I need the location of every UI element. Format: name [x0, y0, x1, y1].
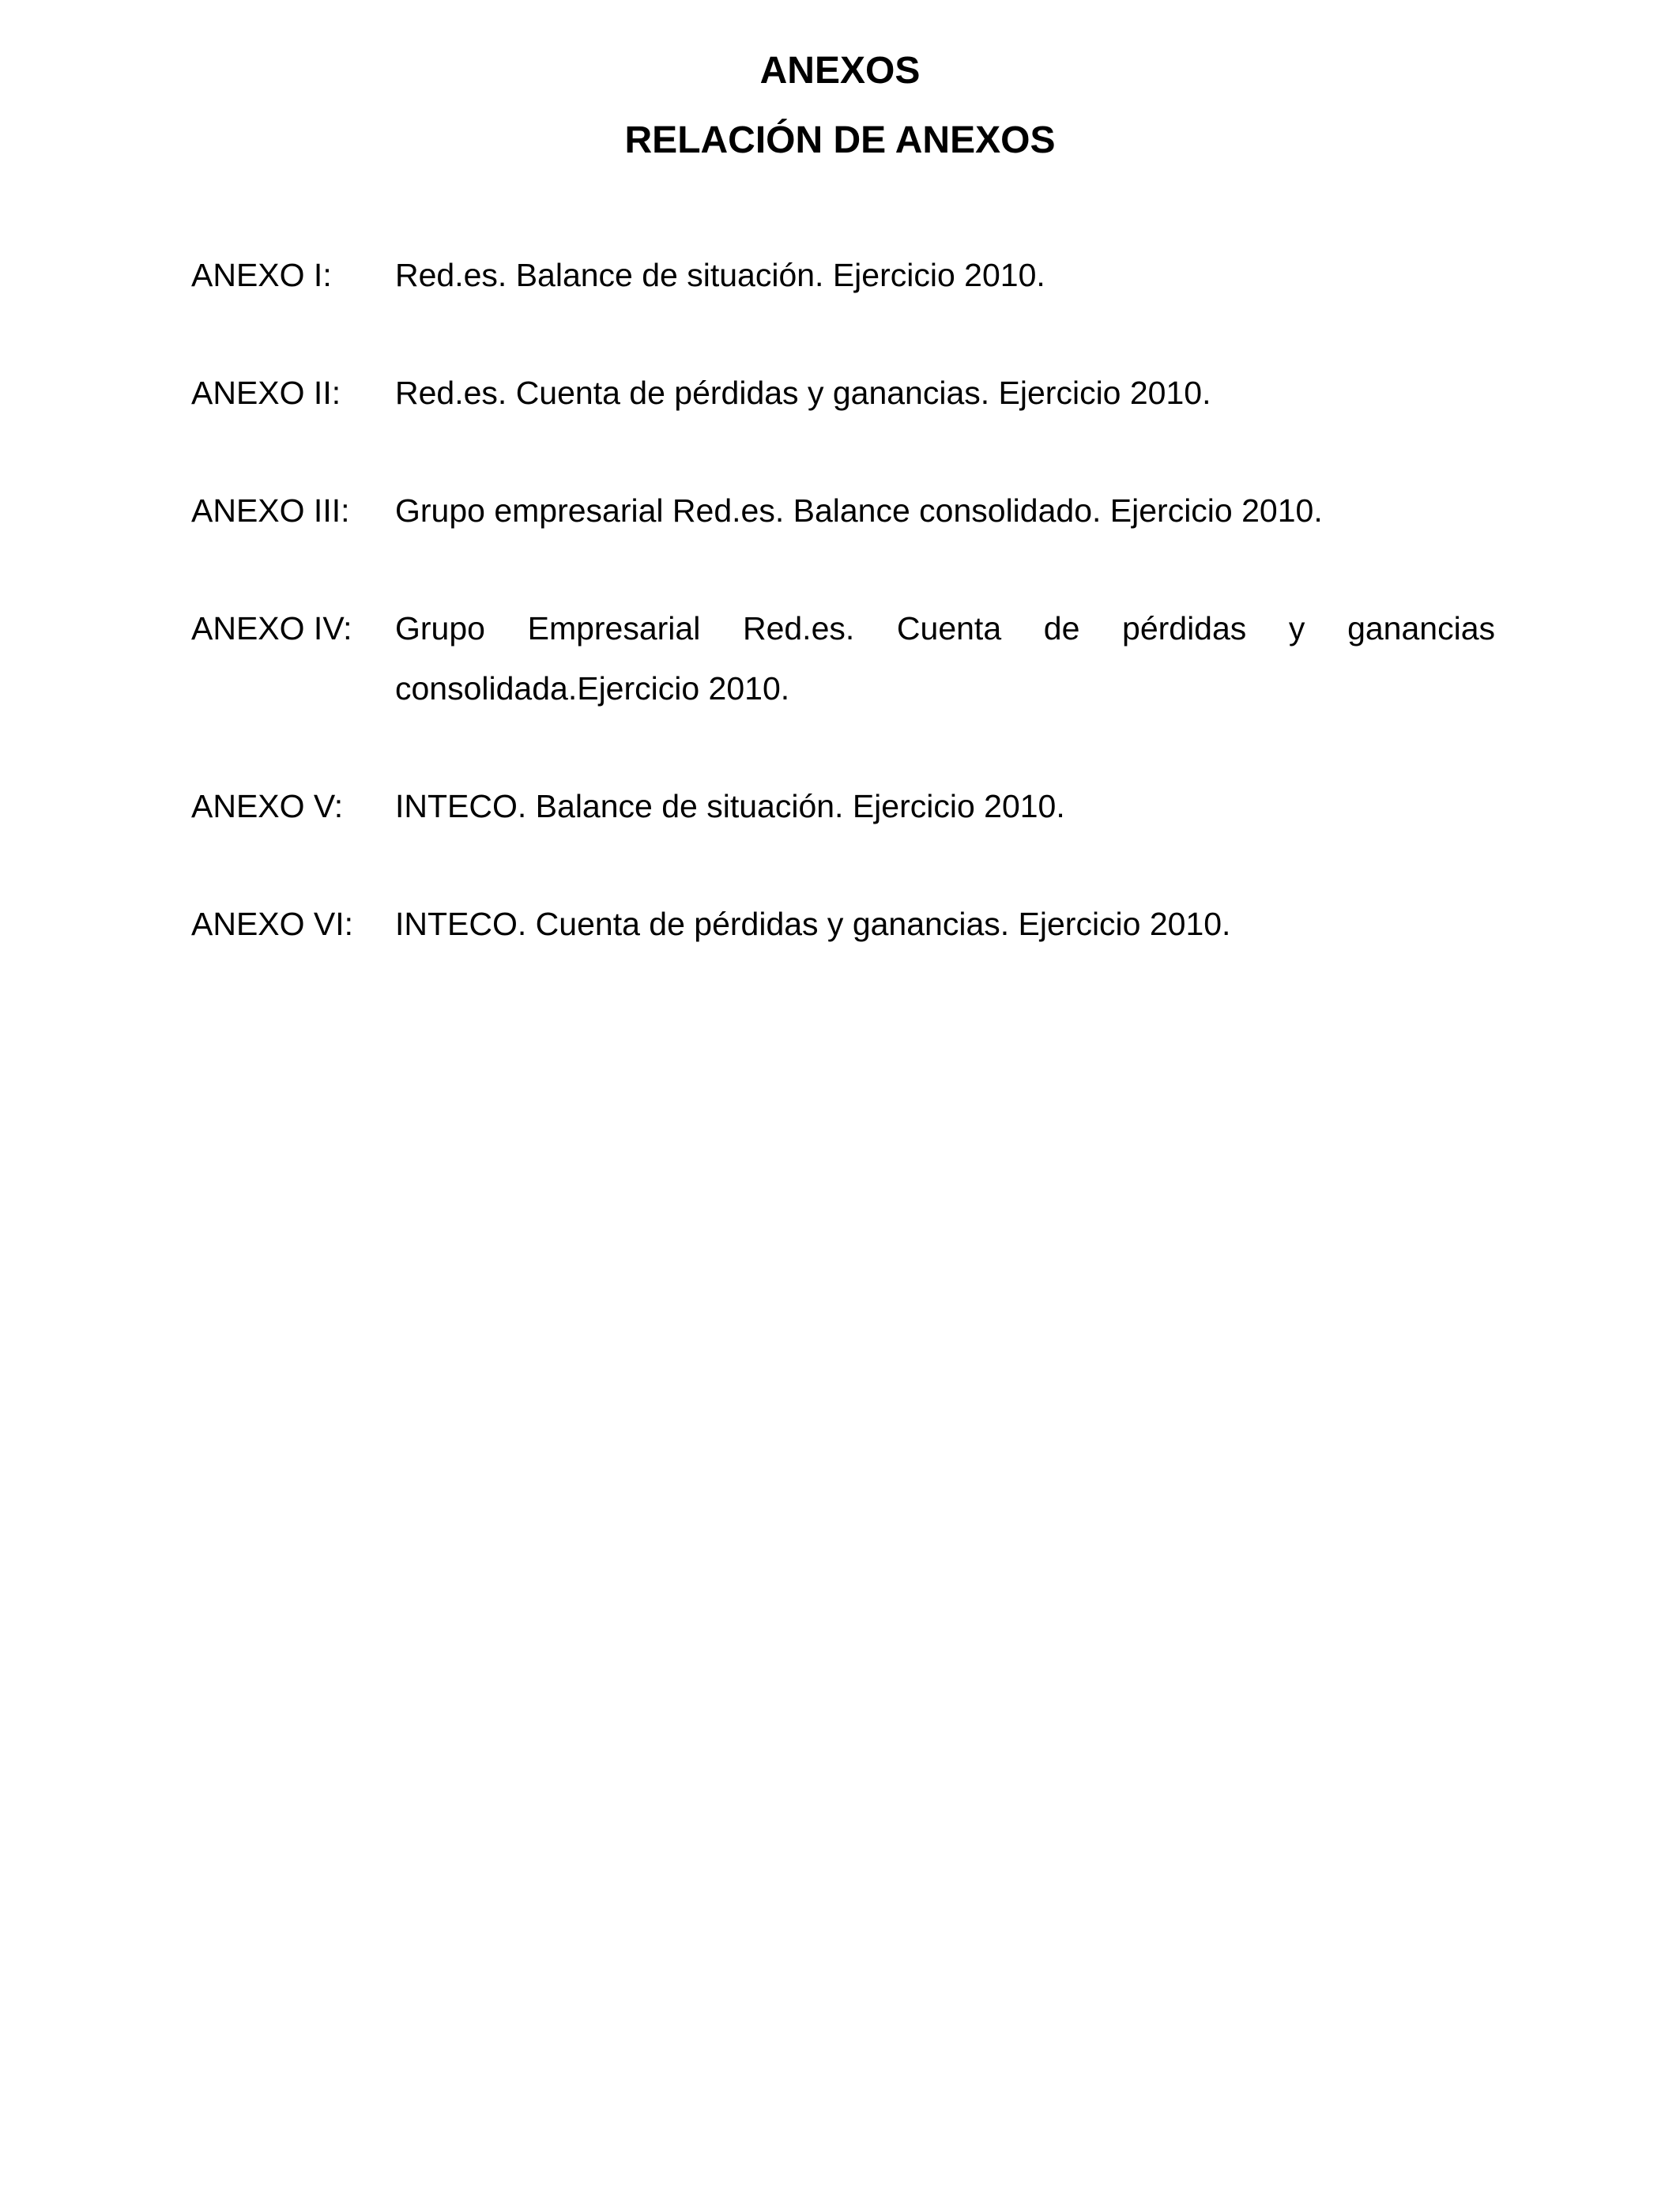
- annex-label: ANEXO I:: [191, 257, 332, 293]
- annex-description: Red.es. Balance de situación. Ejercicio 2010.: [395, 257, 1045, 293]
- annex-label: ANEXO IV:: [191, 610, 352, 647]
- annex-description: Red.es. Cuenta de pérdidas y ganancias. Ejercicio 2010.: [395, 375, 1211, 411]
- annex-description: Grupo empresarial Red.es. Balance consolidado. Ejercicio 2010.: [395, 492, 1323, 529]
- annex-label: ANEXO III:: [191, 492, 350, 529]
- annex-item: [191, 363, 1495, 423]
- annex-description: INTECO. Cuenta de pérdidas y ganancias. Ejercicio 2010.: [395, 906, 1231, 942]
- annex-item: [191, 776, 1495, 836]
- annex-item: [191, 245, 1495, 305]
- annex-item: [191, 598, 1495, 718]
- annex-description: Grupo Empresarial Red.es. Cuenta de pérdidas y ganancias consolidada.Ejercicio 2010.: [395, 610, 1495, 707]
- annex-list: [191, 245, 1495, 1012]
- annex-label: ANEXO II:: [191, 375, 341, 411]
- page-title: ANEXOS: [759, 50, 921, 92]
- annex-item: [191, 894, 1495, 954]
- annex-description: INTECO. Balance de situación. Ejercicio 2010.: [395, 788, 1065, 824]
- annex-label: ANEXO VI:: [191, 906, 354, 942]
- annex-label: ANEXO V:: [191, 788, 344, 824]
- annex-item: [191, 481, 1495, 541]
- page-subtitle: RELACIÓN DE ANEXOS: [624, 119, 1056, 161]
